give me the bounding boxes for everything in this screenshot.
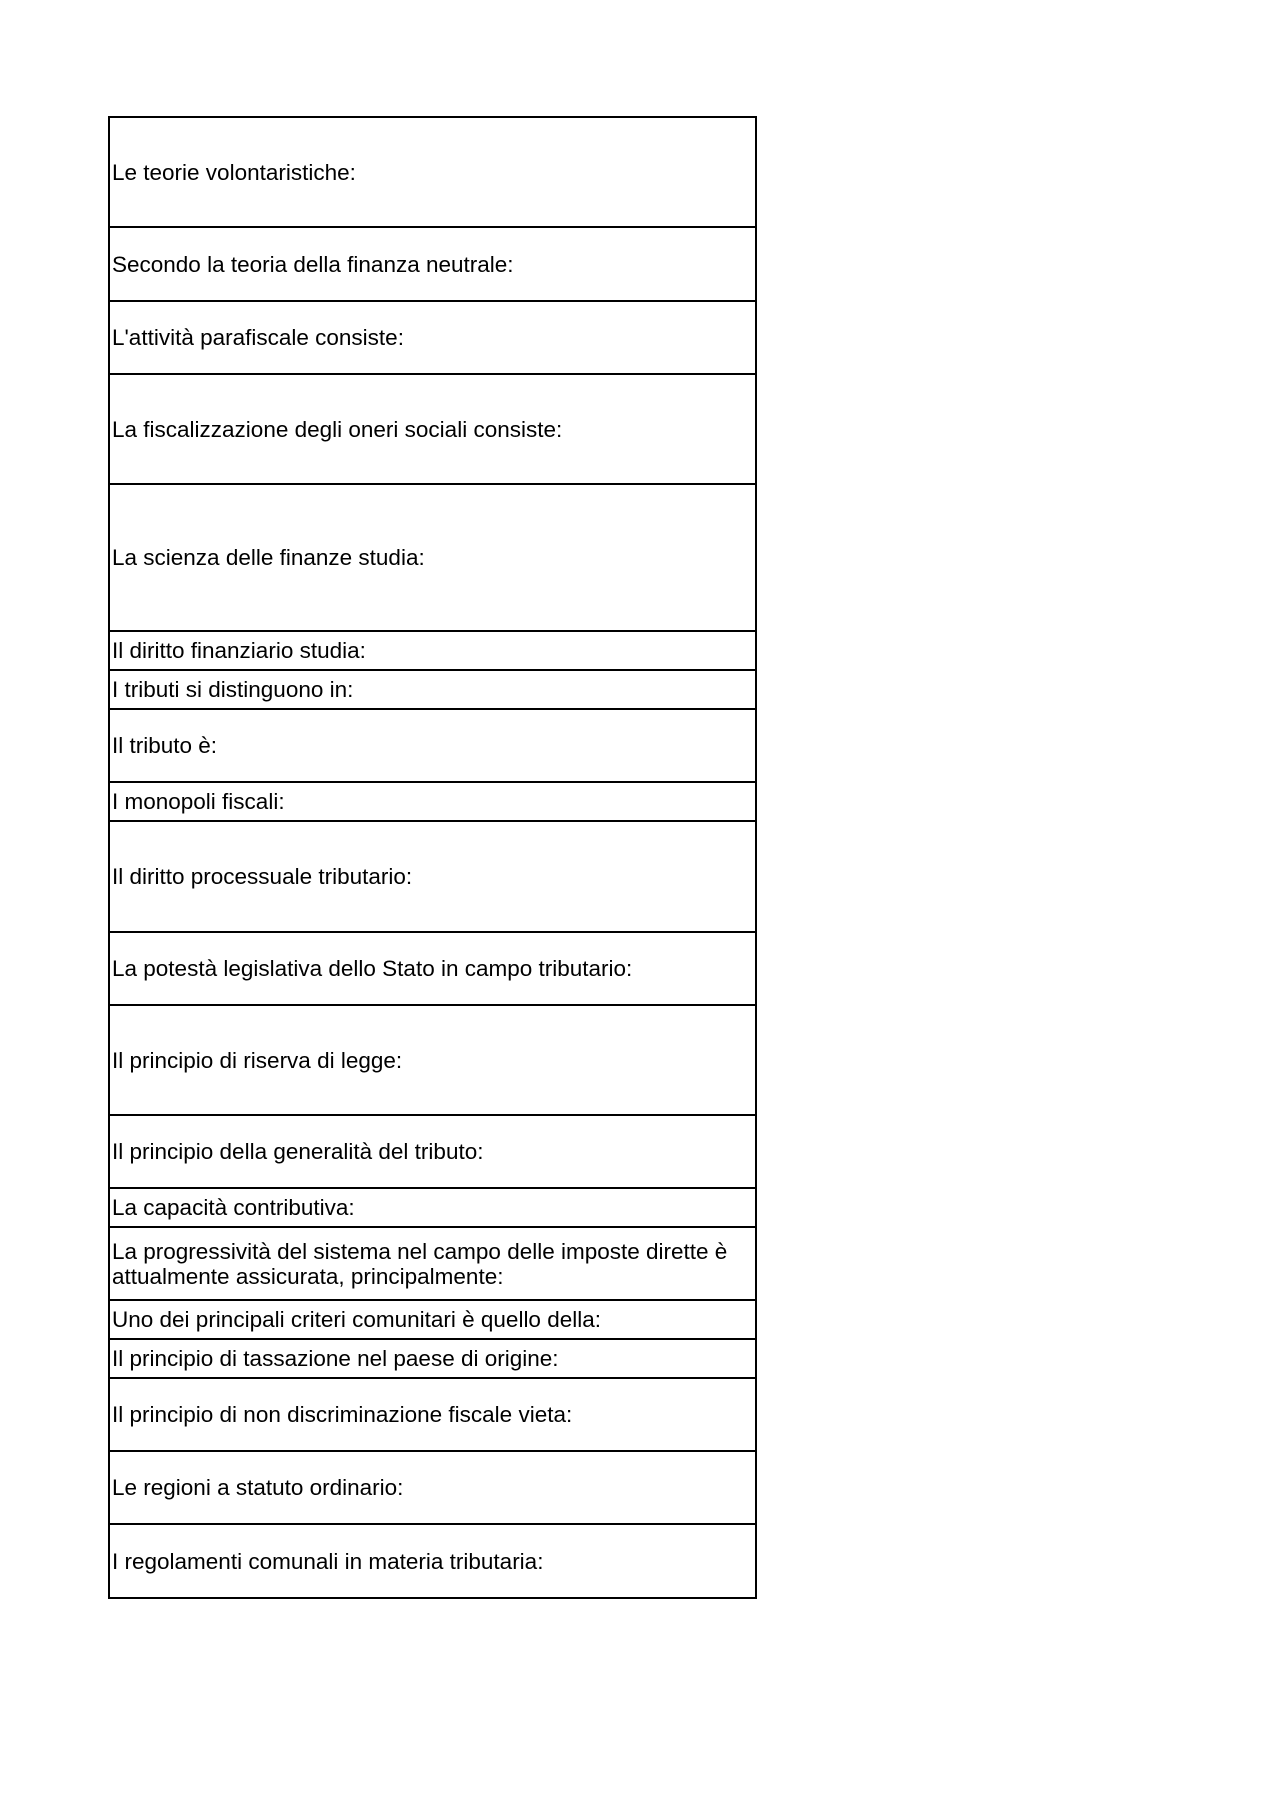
table-cell: Il tributo è: xyxy=(109,709,756,782)
table-row xyxy=(109,374,756,484)
table-cell: La fiscalizzazione degli oneri sociali consiste: xyxy=(109,374,756,484)
table-row xyxy=(109,1300,756,1339)
table-cell: I monopoli fiscali: xyxy=(109,782,756,821)
table-cell: La progressività del sistema nel campo delle imposte dirette è attualmente assicurata, principalmente: xyxy=(109,1227,756,1300)
table-row xyxy=(109,1524,756,1598)
table-row xyxy=(109,484,756,631)
spreadsheet-print-page xyxy=(108,116,757,1599)
table-cell: Il diritto finanziario studia: xyxy=(109,631,756,670)
table-row xyxy=(109,227,756,301)
table-cell: Il principio di tassazione nel paese di origine: xyxy=(109,1339,756,1378)
table-row xyxy=(109,117,756,227)
table-cell: Uno dei principali criteri comunitari è quello della: xyxy=(109,1300,756,1339)
table-row xyxy=(109,670,756,709)
table-cell: Il principio della generalità del tributo: xyxy=(109,1115,756,1188)
table-row xyxy=(109,1115,756,1188)
table-row xyxy=(109,1378,756,1451)
table-cell: Il principio di riserva di legge: xyxy=(109,1005,756,1115)
questions-table xyxy=(108,116,757,1599)
table-cell: La scienza delle finanze studia: xyxy=(109,484,756,631)
table-cell: L'attività parafiscale consiste: xyxy=(109,301,756,374)
table-cell: I tributi si distinguono in: xyxy=(109,670,756,709)
table-row xyxy=(109,1339,756,1378)
table-row xyxy=(109,1005,756,1115)
table-cell: Secondo la teoria della finanza neutrale: xyxy=(109,227,756,301)
table-row xyxy=(109,709,756,782)
table-cell: La capacità contributiva: xyxy=(109,1188,756,1227)
table-cell: I regolamenti comunali in materia tributaria: xyxy=(109,1524,756,1598)
table-row xyxy=(109,782,756,821)
table-row xyxy=(109,821,756,932)
table-row xyxy=(109,1227,756,1300)
table-cell: Il diritto processuale tributario: xyxy=(109,821,756,932)
table-cell: Le regioni a statuto ordinario: xyxy=(109,1451,756,1524)
table-row xyxy=(109,932,756,1005)
table-row xyxy=(109,301,756,374)
table-row xyxy=(109,1451,756,1524)
table-cell: Il principio di non discriminazione fiscale vieta: xyxy=(109,1378,756,1451)
table-row xyxy=(109,631,756,670)
table-cell: Le teorie volontaristiche: xyxy=(109,117,756,227)
table-row xyxy=(109,1188,756,1227)
table-cell: La potestà legislativa dello Stato in campo tributario: xyxy=(109,932,756,1005)
